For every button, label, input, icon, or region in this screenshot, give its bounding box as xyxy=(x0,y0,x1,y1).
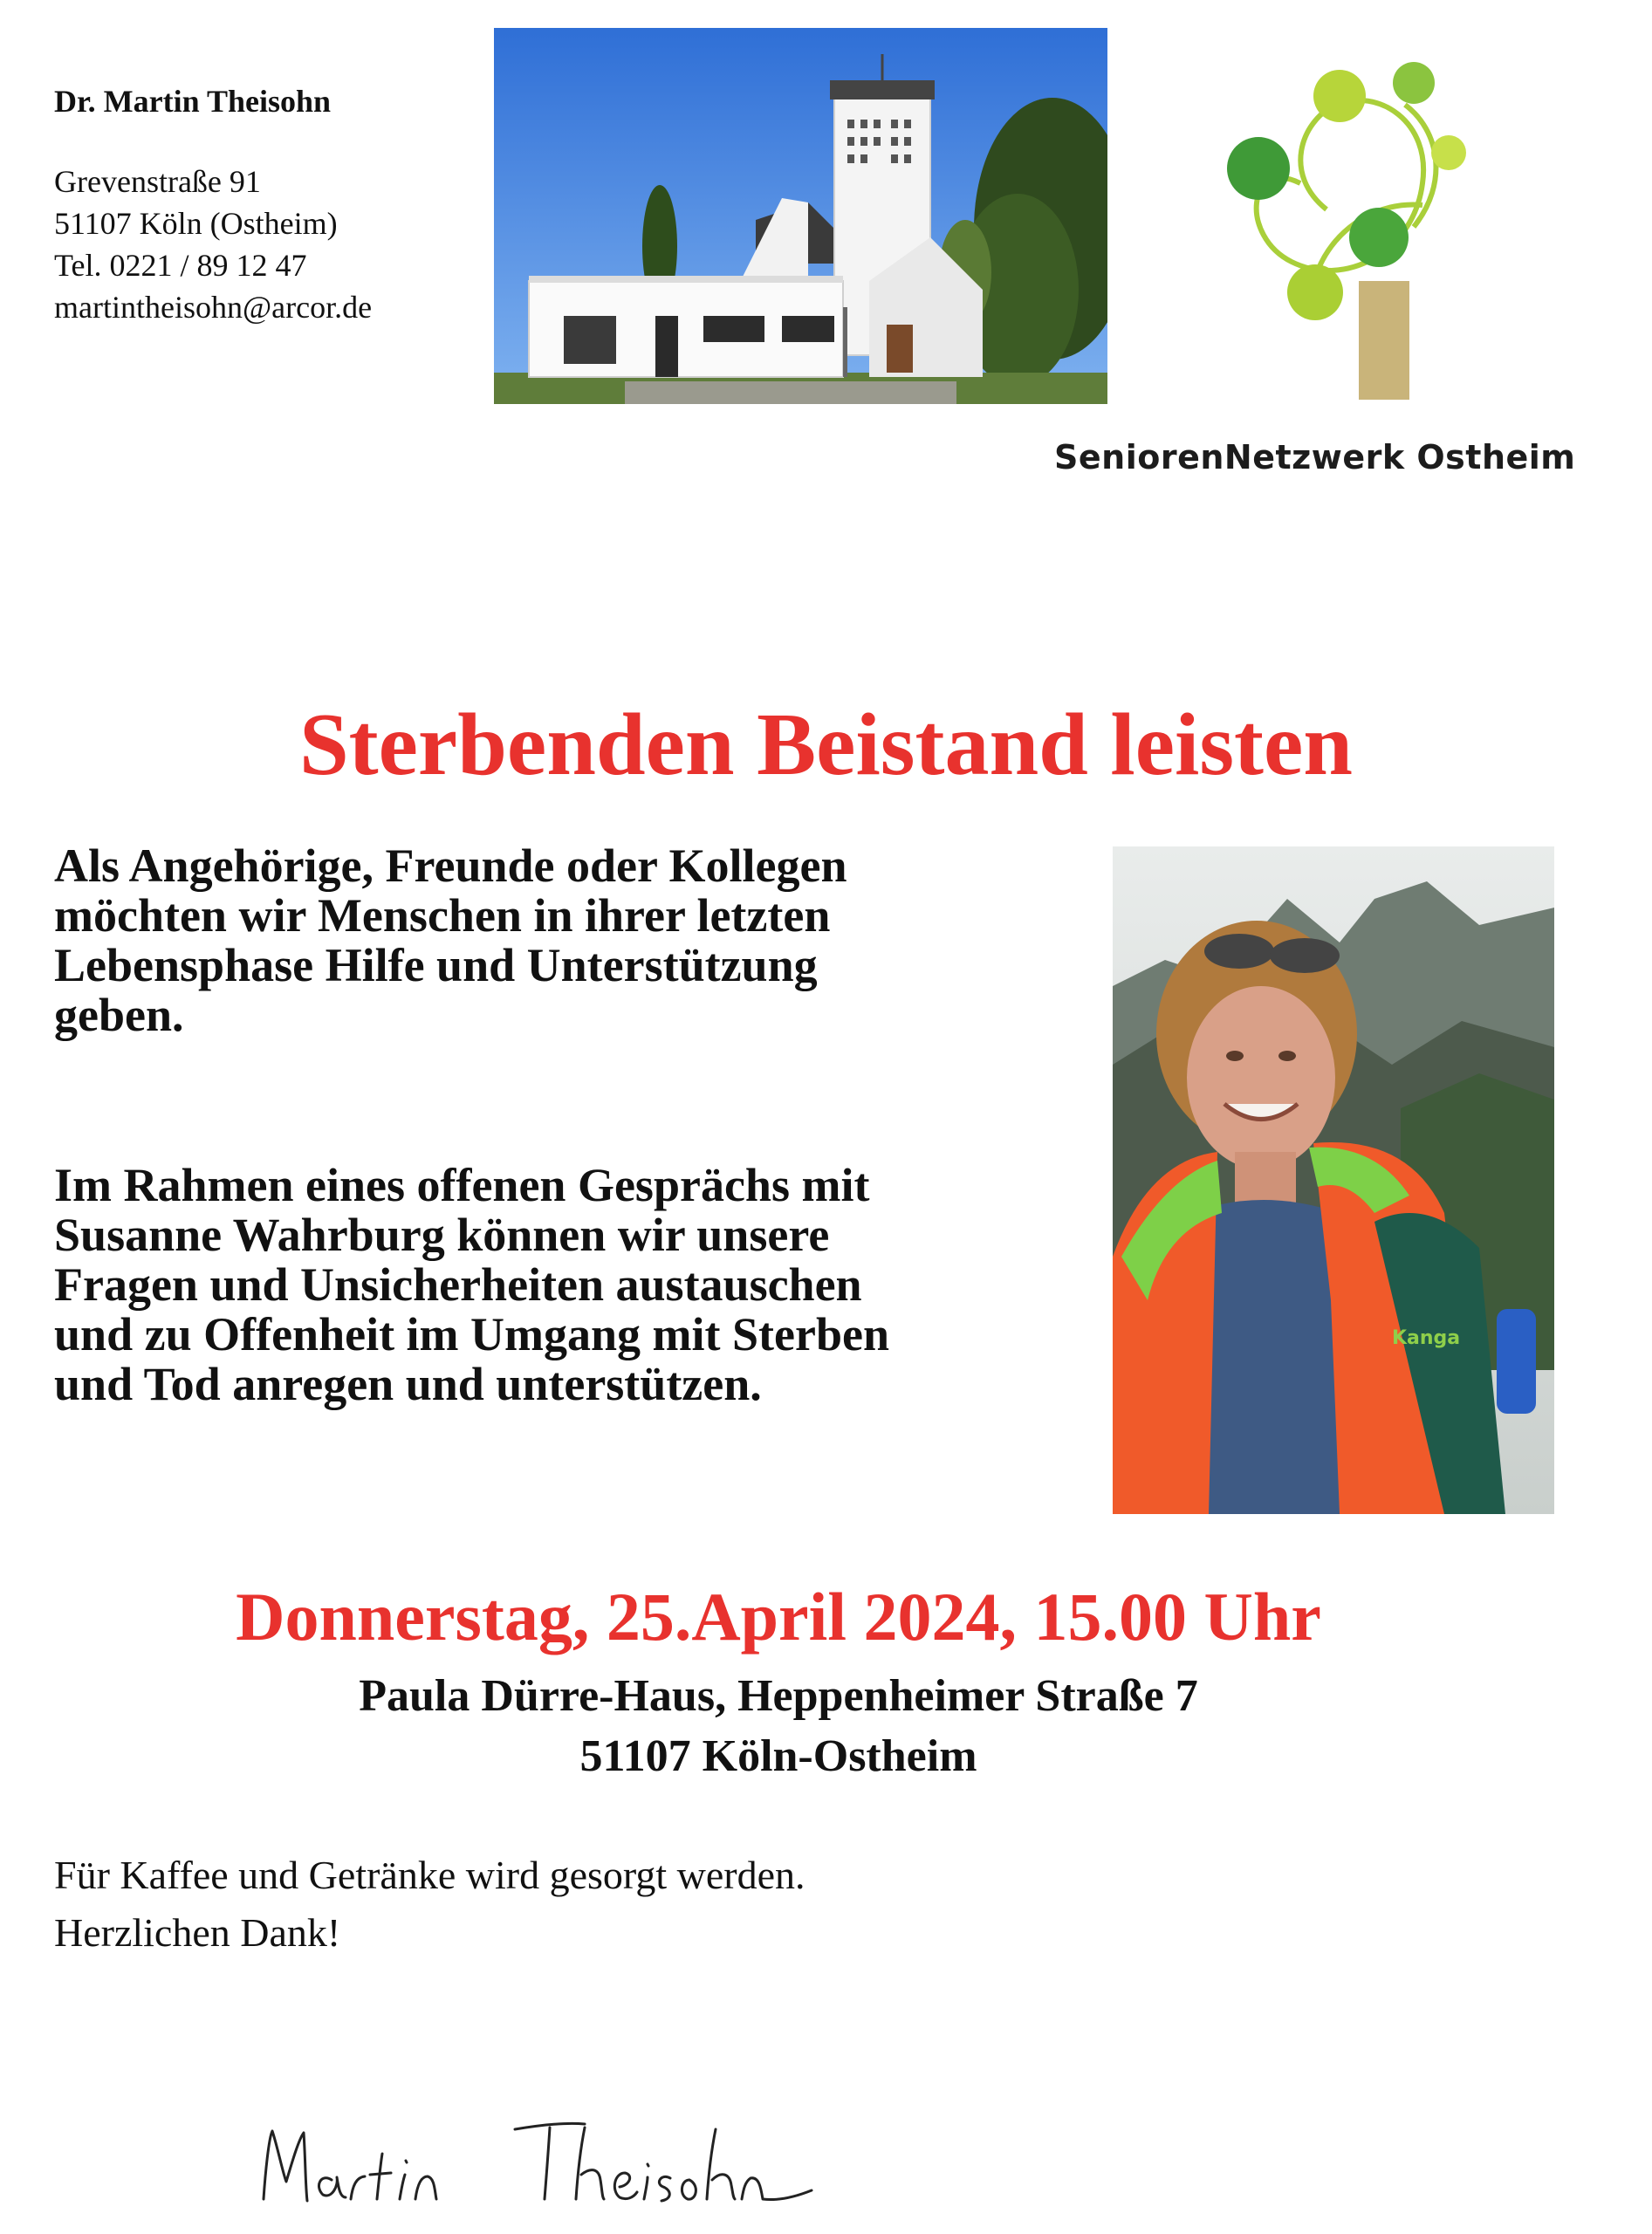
page-title: Sterbenden Beistand leisten xyxy=(298,696,1354,794)
church-photo xyxy=(494,28,1107,404)
seniorennetzwerk-logo xyxy=(1196,52,1475,401)
note-line: Für Kaffee und Getränke wird gesorgt werden. xyxy=(54,1853,805,1897)
paragraph-line: und Tod anregen und unterstützen. xyxy=(54,1358,762,1410)
speaker-portrait xyxy=(1113,846,1554,1514)
contact-block xyxy=(54,80,456,328)
event-date: Donnerstag, 25.April 2024, 15.00 Uhr xyxy=(236,1579,1321,1655)
event-location-line1: Paula Dürre-Haus, Heppenheimer Straße 7 xyxy=(359,1671,1198,1721)
logo-caption: SeniorenNetzwerk Ostheim xyxy=(1054,438,1576,476)
paragraph-line: Lebensphase Hilfe und Unterstützung xyxy=(54,939,818,991)
paragraph-line: und zu Offenheit im Umgang mit Sterben xyxy=(54,1308,889,1360)
description-paragraph xyxy=(54,1161,1084,1409)
event-location-line2: 51107 Köln-Ostheim xyxy=(579,1731,977,1781)
intro-paragraph xyxy=(54,841,1084,1040)
contact-email[interactable]: martintheisohn@arcor.de xyxy=(54,290,373,325)
paragraph-line: Im Rahmen eines offenen Gesprächs mit xyxy=(54,1159,870,1211)
paragraph-line: möchten wir Menschen in ihrer letzten xyxy=(54,889,831,942)
footer-notes xyxy=(54,1847,805,1962)
note-line: Herzlichen Dank! xyxy=(54,1910,341,1955)
paragraph-line: Fragen und Unsicherheiten austauschen xyxy=(54,1258,862,1311)
paragraph-line: Als Angehörige, Freunde oder Kollegen xyxy=(54,839,847,892)
svg-text:Kanga: Kanga xyxy=(1392,1327,1461,1349)
contact-name: Dr. Martin Theisohn xyxy=(54,84,332,119)
paragraph-line: geben. xyxy=(54,989,184,1041)
contact-phone: Tel. 0221 / 89 12 47 xyxy=(54,248,307,283)
handwritten-signature xyxy=(253,2077,829,2225)
paragraph-line: Susanne Wahrburg können wir unsere xyxy=(54,1209,830,1261)
contact-street: Grevenstraße 91 xyxy=(54,164,261,199)
contact-city: 51107 Köln (Ostheim) xyxy=(54,206,338,241)
